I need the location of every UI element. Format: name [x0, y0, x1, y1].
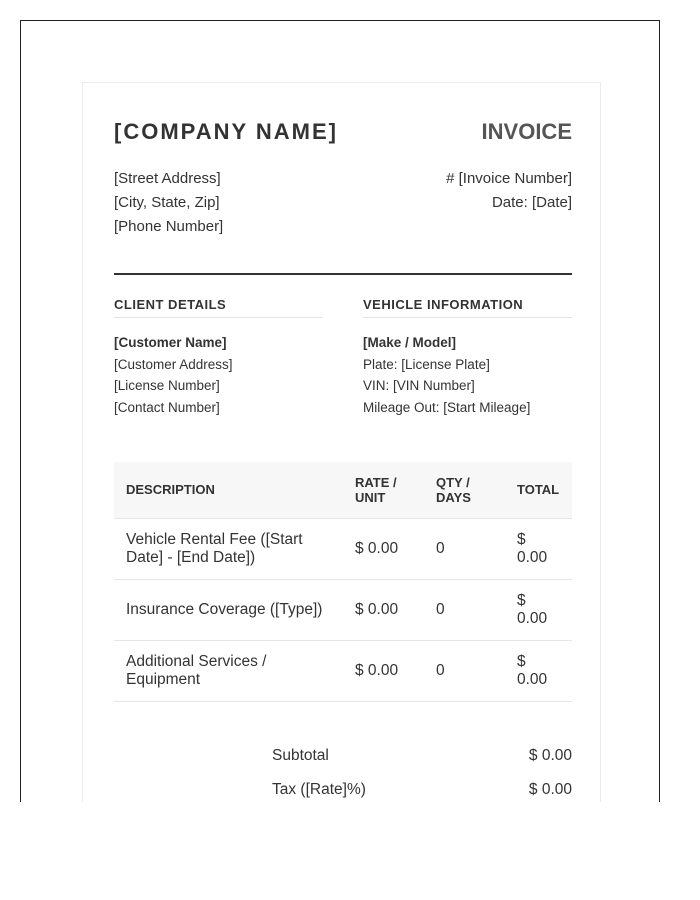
license-number: [License Number]	[114, 378, 220, 394]
contact-number: [Contact Number]	[114, 400, 220, 416]
item-rate: $ 0.00	[343, 640, 424, 701]
table-row	[114, 518, 572, 579]
client-details-section	[114, 297, 323, 419]
invoice-date: Date: [Date]	[491, 194, 572, 211]
item-total: $ 0.00	[505, 518, 572, 579]
item-description: Vehicle Rental Fee ([Start Date] - [End Date])	[114, 518, 343, 579]
item-rate: $ 0.00	[343, 579, 424, 640]
street-address: [Street Address]	[114, 170, 221, 187]
item-qty: 0	[424, 518, 505, 579]
city-state-zip: [City, State, Zip]	[114, 194, 220, 211]
invoice-sheet	[82, 82, 601, 802]
item-description: Additional Services / Equipment	[114, 640, 343, 701]
item-total: $ 0.00	[505, 640, 572, 701]
item-qty: 0	[424, 579, 505, 640]
tax-label: Tax ([Rate]%)	[272, 781, 366, 798]
make-model: [Make / Model]	[363, 335, 457, 350]
document-viewport	[20, 20, 660, 802]
invoice-number: # [Invoice Number]	[446, 170, 572, 187]
subtotal-value: $ 0.00	[528, 747, 572, 764]
column-header-qty: QTY / DAYS	[424, 462, 505, 518]
tax-value: $ 0.00	[528, 781, 572, 798]
item-total: $ 0.00	[505, 579, 572, 640]
customer-address: [Customer Address]	[114, 356, 233, 372]
invoice-title: INVOICE	[481, 119, 572, 144]
company-name: [COMPANY NAME]	[114, 119, 338, 144]
invoice-meta	[446, 167, 572, 215]
vehicle-information-section	[363, 297, 572, 419]
subtotal-label: Subtotal	[272, 747, 329, 764]
table-row	[114, 579, 572, 640]
phone-number: [Phone Number]	[114, 218, 224, 235]
item-qty: 0	[424, 640, 505, 701]
vehicle-information-heading: VEHICLE INFORMATION	[363, 297, 572, 318]
mileage-out: Mileage Out: [Start Mileage]	[363, 400, 531, 416]
subtotal-row	[272, 747, 572, 781]
item-rate: $ 0.00	[343, 518, 424, 579]
customer-name: [Customer Name]	[114, 335, 227, 350]
column-header-total: TOTAL	[505, 462, 572, 518]
table-row	[114, 640, 572, 701]
vin-number: VIN: [VIN Number]	[363, 378, 475, 394]
header-divider	[114, 273, 572, 275]
tax-row	[272, 781, 572, 802]
line-items-table	[114, 462, 572, 702]
license-plate: Plate: [License Plate]	[363, 356, 490, 372]
client-details-heading: CLIENT DETAILS	[114, 297, 323, 318]
column-header-rate: RATE / UNIT	[343, 462, 424, 518]
company-address	[114, 167, 223, 239]
item-description: Insurance Coverage ([Type])	[114, 579, 343, 640]
totals-section	[272, 747, 572, 802]
column-header-description: DESCRIPTION	[114, 462, 343, 518]
table-header-row	[114, 462, 572, 518]
